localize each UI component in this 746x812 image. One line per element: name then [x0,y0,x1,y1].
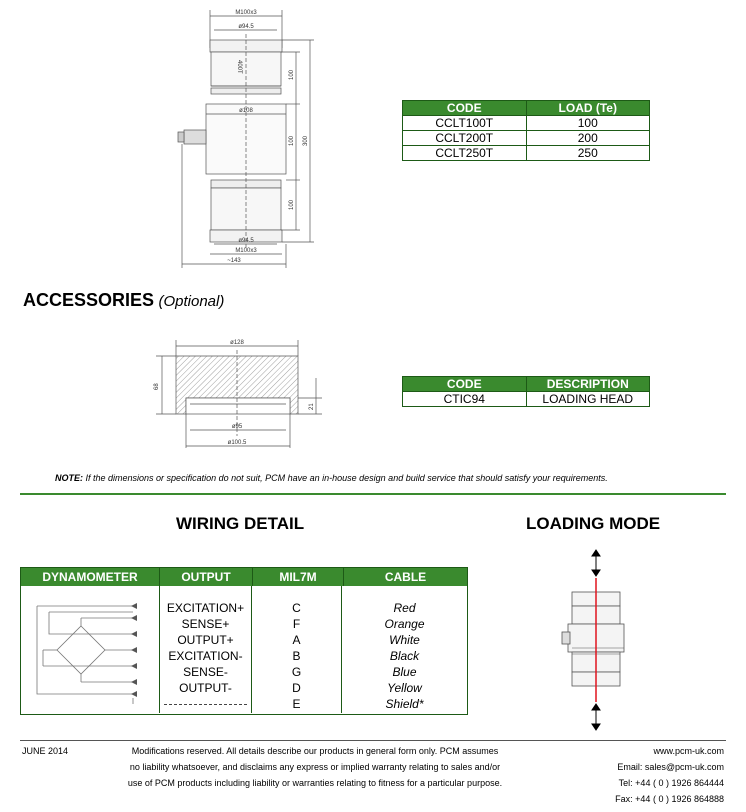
col-code: CODE [403,101,527,116]
label-dia-95: ø95 [231,424,243,430]
label-len-100-a: 100 [289,69,295,80]
cell-code: CTIC94 [403,392,527,407]
list-item: EXCITATION- [168,649,243,663]
table-row [403,392,650,407]
note [55,473,735,483]
list-item: E [292,697,301,711]
list-item: Red [393,601,416,615]
list-item: OUTPUT- [179,681,232,695]
col-dynamometer: DYNAMOMETER [21,568,160,586]
cell-load: 200 [526,131,650,146]
accessories-table-header [403,377,650,392]
wiring-header [21,568,467,586]
col-load: LOAD (Te) [526,101,650,116]
cell-code: CCLT100T [403,116,527,131]
cell-code: CCLT250T [403,146,527,161]
list-item: SENSE+ [181,617,230,631]
list-item-dashed [164,696,247,705]
col-mil7m: MIL7M [253,568,344,586]
accessories-subtitle: (Optional) [158,293,225,310]
list-item: A [292,633,301,647]
list-item: F [292,617,301,631]
list-item: G [291,665,302,679]
mil7m-column [252,586,342,713]
label-h-68: 68 [154,383,160,390]
footer-tel: Tel: +44 ( 0 ) 1926 864444 [618,778,724,788]
list-item: Shield* [385,697,424,711]
table-row [403,146,650,161]
list-item: Orange [384,617,425,631]
table-row [403,131,650,146]
cable-column [342,586,467,713]
loading-head-drawing [140,332,330,448]
output-column [160,586,252,713]
list-item: SENSE- [183,665,228,679]
loading-mode-diagram [550,548,640,734]
cell-load: 100 [526,116,650,131]
footer-email-link[interactable]: Email: sales@pcm-uk.com [617,762,724,772]
list-item: OUTPUT+ [177,633,234,647]
product-table-header [403,101,650,116]
col-output: OUTPUT [160,568,253,586]
loading-mode-title: LOADING MODE [526,514,661,533]
label-len-100-c: 100 [289,199,295,210]
label-dia-128: ø128 [230,340,244,346]
list-item: EXCITATION+ [166,601,245,615]
footer-date: JUNE 2014 [22,746,69,756]
footer-disclaimer [110,743,520,791]
table-row [403,116,650,131]
footer-divider [20,740,726,741]
wiring-table [20,567,468,715]
label-thread-bot: M100x3 [235,248,257,254]
wiring-body [21,586,467,713]
list-item: B [292,649,301,663]
product-table [402,100,650,161]
disclaimer-line: Modifications reserved. All details describe our products in general form only. PCM assumes [131,746,499,756]
list-item: D [292,681,301,695]
disclaimer-line: use of PCM products including liability or warranties relating to fitness for a particular purpose. [127,778,503,788]
label-len-100-b: 100 [289,135,295,146]
cell-description: LOADING HEAD [526,392,650,407]
label-len-300: 300 [303,135,309,146]
col-code: CODE [403,377,527,392]
cell-load: 250 [526,146,650,161]
list-item: Black [389,649,420,663]
label-dia-top: ø94.5 [238,24,254,30]
load-cell-drawing [170,4,330,276]
label-h-21: 21 [309,403,315,410]
footer-web-link[interactable]: www.pcm-uk.com [653,746,724,756]
list-item: Yellow [387,681,422,695]
wiring-title: WIRING DETAIL [176,514,305,533]
divider-green [20,493,726,495]
col-cable: CABLE [384,570,427,584]
cell-code: CCLT200T [403,131,527,146]
note-text: If the dimensions or specification do not suit, PCM have an in-house design and build service that should satisfy your requirements. [85,473,608,483]
list-item: White [389,633,420,647]
list-item: C [292,601,301,615]
footer-fax: Fax: +44 ( 0 ) 1926 864888 [615,794,724,804]
label-dia-mid: ø108 [239,108,253,114]
col-description: DESCRIPTION [526,377,650,392]
disclaimer-line: no liability whatsoever, and disclaims any express or implied warranty relating to sales and/or [129,762,501,772]
footer-contact [615,743,724,807]
accessories-table [402,376,650,407]
list-item: Blue [392,665,417,679]
label-dia-100-5: ø100.5 [227,440,247,446]
label-width-143: ~143 [227,258,241,264]
bridge-circuit-diagram [21,586,159,713]
dynamometer-diagram [21,586,160,713]
note-label: NOTE: [55,473,83,483]
label-thread-top: M100x3 [235,10,257,16]
accessories-heading [23,290,224,311]
label-dia-bot: ø94.5 [238,238,254,244]
label-part-mark: 400T [236,60,242,74]
accessories-title: ACCESSORIES [23,290,155,310]
